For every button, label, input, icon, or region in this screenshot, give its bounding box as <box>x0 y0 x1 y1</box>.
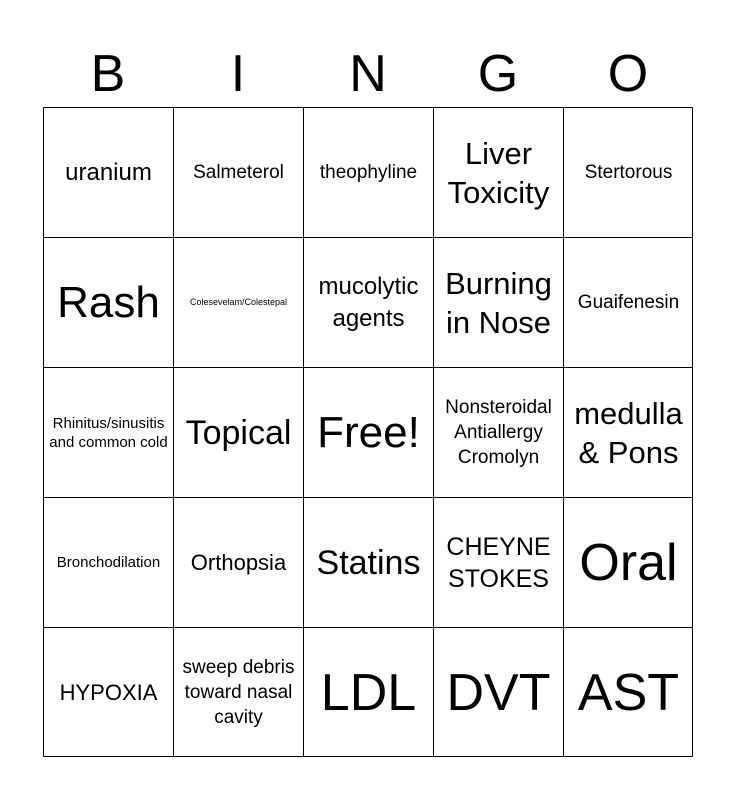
bingo-cell-r1-c1[interactable] <box>173 237 303 367</box>
bingo-cell-r4-c0[interactable] <box>43 627 173 757</box>
header-letter-g: G <box>477 45 519 103</box>
header-letter-i: I <box>230 45 246 103</box>
cell-label: Colesevelam/Colestepal <box>189 297 288 307</box>
cell-label: AST <box>577 663 680 722</box>
cell-label: Burning in Nose <box>445 265 552 340</box>
cell-label: Free! <box>317 407 420 457</box>
bingo-cell-r2-c1[interactable] <box>173 367 303 497</box>
bingo-card-grid <box>43 107 693 757</box>
bingo-cell-r0-c0[interactable] <box>43 107 173 237</box>
header-letter-n: N <box>349 45 387 103</box>
cell-label: Topical <box>185 413 292 452</box>
cell-label: medulla & Pons <box>574 395 683 470</box>
cell-label: Bronchodilation <box>56 554 161 571</box>
bingo-cell-r3-c0[interactable] <box>43 497 173 627</box>
cell-label: sweep debris toward nasal cavity <box>182 657 295 728</box>
bingo-cell-r4-c1[interactable] <box>173 627 303 757</box>
cell-label: uranium <box>65 158 152 186</box>
bingo-cell-r0-c3[interactable] <box>433 107 563 237</box>
bingo-cell-r4-c4[interactable] <box>563 627 693 757</box>
bingo-cell-r3-c2[interactable] <box>303 497 433 627</box>
cell-label: Rash <box>57 277 160 327</box>
cell-label: DVT <box>446 663 551 722</box>
bingo-cell-r1-c3[interactable] <box>433 237 563 367</box>
cell-label: mucolytic agents <box>318 272 419 332</box>
header-letter-o: O <box>607 45 649 103</box>
bingo-cell-r2-c3[interactable] <box>433 367 563 497</box>
bingo-cell-r4-c2[interactable] <box>303 627 433 757</box>
cell-label: Stertorous <box>584 162 673 183</box>
bingo-cell-r1-c4[interactable] <box>563 237 693 367</box>
bingo-cell-r2-c0[interactable] <box>43 367 173 497</box>
bingo-cell-r3-c4[interactable] <box>563 497 693 627</box>
cell-label: LDL <box>320 663 417 722</box>
bingo-cell-r2-c2 free-space[interactable] <box>303 367 433 497</box>
cell-label: Salmeterol <box>193 162 284 183</box>
header-letter-b: B <box>90 45 126 103</box>
cell-label: Orthopsia <box>190 549 287 575</box>
cell-label: Guaifenesin <box>577 292 680 313</box>
bingo-cell-r1-c0[interactable] <box>43 237 173 367</box>
bingo-cell-r3-c3[interactable] <box>433 497 563 627</box>
cell-label: Statins <box>316 543 421 582</box>
bingo-header <box>43 40 693 108</box>
bingo-cell-r0-c4[interactable] <box>563 107 693 237</box>
bingo-cell-r2-c4[interactable] <box>563 367 693 497</box>
cell-label: CHEYNE STOKES <box>446 532 551 593</box>
bingo-cell-r1-c2[interactable] <box>303 237 433 367</box>
cell-label: HYPOXIA <box>59 679 158 705</box>
bingo-cell-r4-c3[interactable] <box>433 627 563 757</box>
bingo-cell-r3-c1[interactable] <box>173 497 303 627</box>
bingo-cell-r0-c2[interactable] <box>303 107 433 237</box>
cell-label: Rhinitus/sinusitis and common cold <box>49 414 168 451</box>
cell-label: theophyline <box>319 162 418 183</box>
cell-label: Oral <box>579 533 678 592</box>
cell-label: Nonsteroidal Antiallergy Cromolyn <box>445 397 552 468</box>
bingo-cell-r0-c1[interactable] <box>173 107 303 237</box>
cell-label: Liver Toxicity <box>447 135 550 210</box>
